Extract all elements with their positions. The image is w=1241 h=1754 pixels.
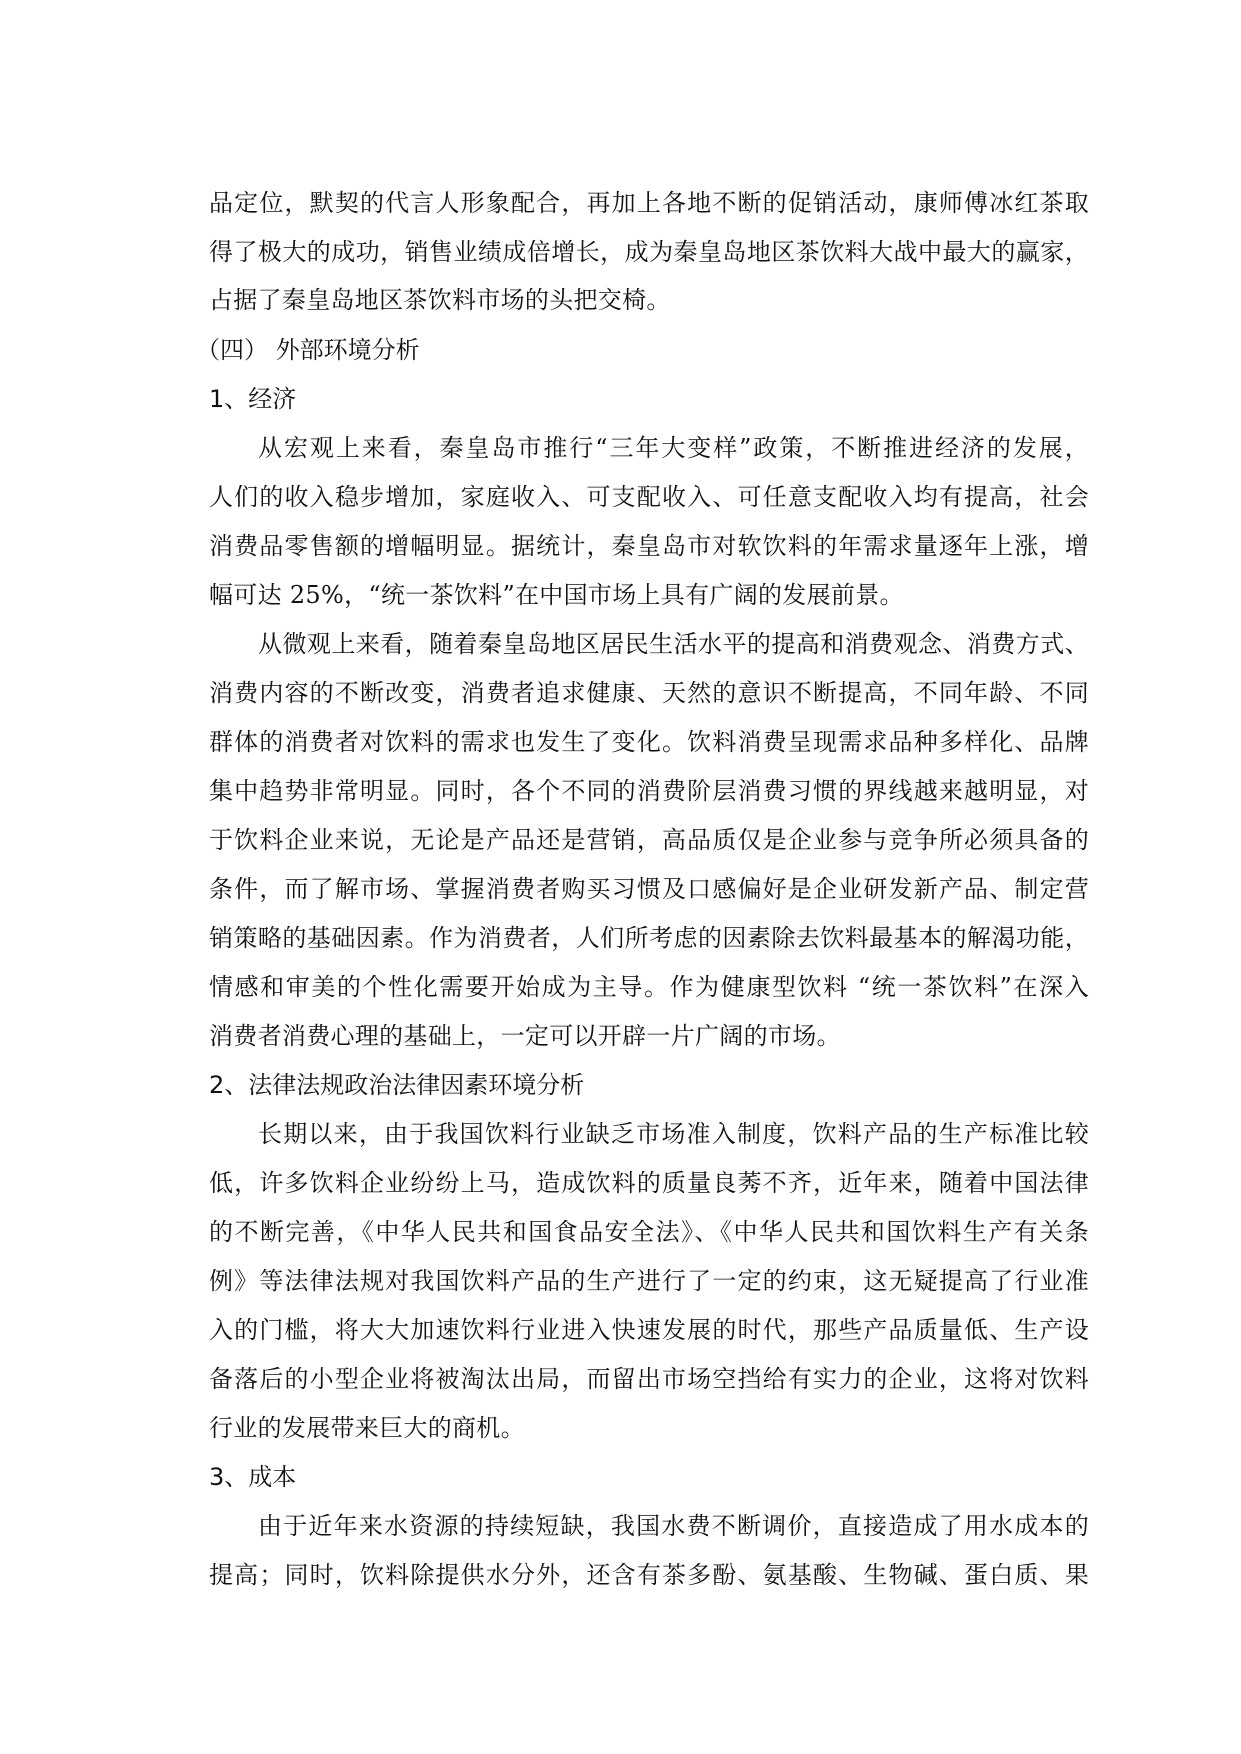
paragraph-line: 消费者消费心理的基础上，一定可以开辟一片广阔的市场。 [209,1022,841,1050]
paragraph-line: 群体的消费者对饮料的需求也发生了变化。饮料消费呈现需求品种多样化、品牌 [209,728,1089,756]
paragraph-line: 集中趋势非常明显。同时，各个不同的消费阶层消费习惯的界线越来越明显，对 [209,777,1089,805]
section-heading: （四） 外部环境分析 [196,336,420,364]
paragraph-line: 消费品零售额的增幅明显。据统计，秦皇岛市对软饮料的年需求量逐年上涨，增 [209,532,1089,560]
paragraph-line: 例》等法律法规对我国饮料产品的生产进行了一定的约束，这无疑提高了行业准 [209,1267,1089,1295]
subsection-heading: 2、法律法规政治法律因素环境分析 [209,1071,585,1099]
paragraph-line: 由于近年来水资源的持续短缺，我国水费不断调价，直接造成了用水成本的 [258,1512,1089,1540]
paragraph-line: 备落后的小型企业将被淘汰出局，而留出市场空挡给有实力的企业，这将对饮料 [209,1365,1089,1393]
paragraph-line: 占据了秦皇岛地区茶饮料市场的头把交椅。 [209,286,671,314]
paragraph-line: 低，许多饮料企业纷纷上马，造成饮料的质量良莠不齐，近年来，随着中国法律 [209,1169,1089,1197]
paragraph-line: 从宏观上来看，秦皇岛市推行“三年大变样”政策，不断推进经济的发展， [258,434,1089,462]
paragraph-line: 销策略的基础因素。作为消费者，人们所考虑的因素除去饮料最基本的解渴功能， [209,924,1089,952]
paragraph-line: 的不断完善，《中华人民共和国食品安全法》、《中华人民共和国饮料生产有关条 [209,1218,1089,1246]
paragraph-line: 于饮料企业来说，无论是产品还是营销，高品质仅是企业参与竞争所必须具备的 [209,826,1089,854]
paragraph-line: 入的门槛，将大大加速饮料行业进入快速发展的时代，那些产品质量低、生产设 [209,1316,1089,1344]
paragraph-line: 得了极大的成功，销售业绩成倍增长，成为秦皇岛地区茶饮料大战中最大的赢家， [209,238,1089,266]
paragraph-line: 幅可达 25%，“统一茶饮料”在中国市场上具有广阔的发展前景。 [209,581,904,609]
paragraph-line: 人们的收入稳步增加，家庭收入、可支配收入、可任意支配收入均有提高，社会 [209,483,1089,511]
paragraph-line: 行业的发展带来巨大的商机。 [209,1414,525,1442]
subsection-heading: 3、成本 [209,1463,297,1491]
paragraph-line: 情感和审美的个性化需要开始成为主导。作为健康型饮料 “统一茶饮料”在深入 [209,973,1089,1001]
paragraph-line: 品定位，默契的代言人形象配合，再加上各地不断的促销活动，康师傅冰红茶取 [209,189,1089,217]
subsection-heading: 1、经济 [209,385,297,413]
paragraph-line: 条件，而了解市场、掌握消费者购买习惯及口感偏好是企业研发新产品、制定营 [209,875,1089,903]
paragraph-line: 从微观上来看，随着秦皇岛地区居民生活水平的提高和消费观念、消费方式、 [258,630,1089,658]
paragraph-line: 提高；同时，饮料除提供水分外，还含有茶多酚、氨基酸、生物碱、蛋白质、果 [209,1561,1089,1589]
paragraph-line: 消费内容的不断改变，消费者追求健康、天然的意识不断提高，不同年龄、不同 [209,679,1089,707]
paragraph-line: 长期以来，由于我国饮料行业缺乏市场准入制度，饮料产品的生产标准比较 [258,1120,1089,1148]
